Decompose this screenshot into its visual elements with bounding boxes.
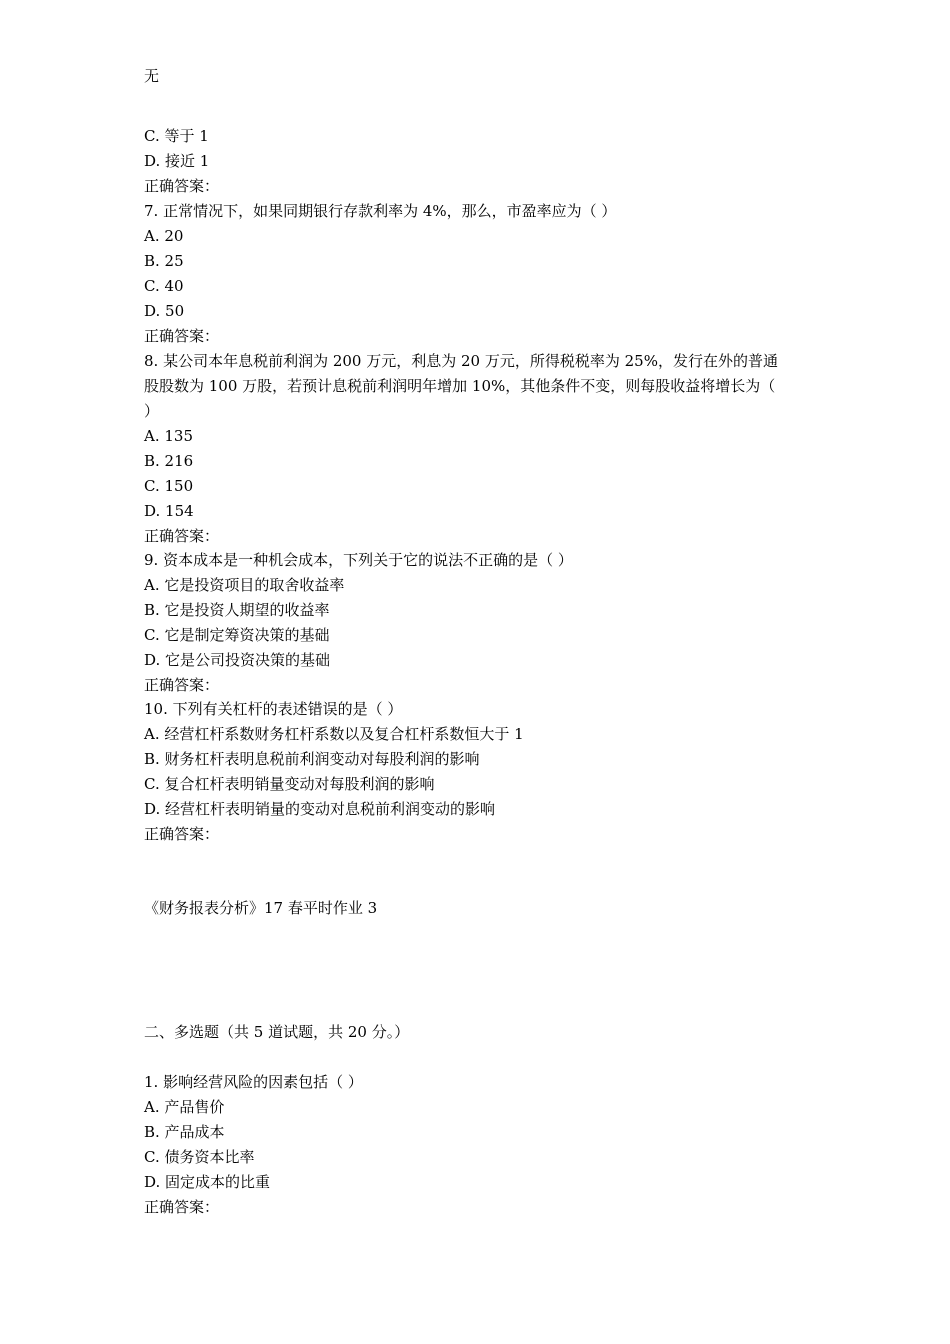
- q7-option-c: C. 40: [144, 277, 184, 295]
- q6-answer-label: 正确答案：: [144, 177, 220, 195]
- q9-option-d: D. 它是公司投资决策的基础: [144, 651, 331, 669]
- q8-question-line2: 股股数为 100 万股，若预计息税前利润明年增加 10%，其他条件不变，则每股收益将增长为（: [144, 377, 776, 395]
- q10-option-c: C. 复合杠杆表明销量变动对每股利润的影响: [144, 775, 435, 793]
- section-header-multiple-choice: 二、多选题（共 5 道试题，共 20 分。）: [144, 1023, 410, 1041]
- q7-option-b: B. 25: [144, 252, 184, 270]
- m1-option-d: D. 固定成本的比重: [144, 1173, 271, 1191]
- m1-question: 1. 影响经营风险的因素包括（ ）: [144, 1073, 363, 1091]
- q9-option-a: A. 它是投资项目的取舍收益率: [144, 576, 345, 594]
- q8-option-c: C. 150: [144, 477, 194, 495]
- q9-option-b: B. 它是投资人期望的收益率: [144, 601, 330, 619]
- q7-option-d: D. 50: [144, 302, 185, 320]
- q7-question: 7. 正常情况下，如果同期银行存款利率为 4%，那么，市盈率应为（ ）: [144, 202, 617, 220]
- q6-option-d: D. 接近 1: [144, 152, 210, 170]
- q6-option-c: C. 等于 1: [144, 127, 209, 145]
- q8-option-d: D. 154: [144, 502, 194, 520]
- top-line: 无: [144, 67, 160, 85]
- q8-option-b: B. 216: [144, 452, 194, 470]
- q9-answer-label: 正确答案：: [144, 676, 220, 694]
- q10-option-d: D. 经营杠杆表明销量的变动对息税前利润变动的影响: [144, 800, 496, 818]
- q8-question-line1: 8. 某公司本年息税前利润为 200 万元，利息为 20 万元，所得税税率为 25%，发行在外的普通: [144, 352, 778, 370]
- q8-answer-label: 正确答案：: [144, 527, 220, 545]
- q9-option-c: C. 它是制定筹资决策的基础: [144, 626, 330, 644]
- q9-question: 9. 资本成本是一种机会成本，下列关于它的说法不正确的是（ ）: [144, 551, 573, 569]
- m1-answer-label: 正确答案：: [144, 1198, 220, 1216]
- q8-option-a: A. 135: [144, 427, 193, 445]
- document-title: 《财务报表分析》17 春平时作业 3: [144, 899, 378, 917]
- q10-answer-label: 正确答案：: [144, 825, 220, 843]
- q7-answer-label: 正确答案：: [144, 327, 220, 345]
- q7-option-a: A. 20: [144, 227, 184, 245]
- q10-option-a: A. 经营杠杆系数财务杠杆系数以及复合杠杆系数恒大于 1: [144, 725, 524, 743]
- m1-option-c: C. 债务资本比率: [144, 1148, 255, 1166]
- m1-option-a: A. 产品售价: [144, 1098, 225, 1116]
- m1-option-b: B. 产品成本: [144, 1123, 225, 1141]
- q10-option-b: B. 财务杠杆表明息税前利润变动对每股利润的影响: [144, 750, 480, 768]
- q10-question: 10. 下列有关杠杆的表述错误的是（ ）: [144, 700, 403, 718]
- q8-question-line3: ）: [144, 402, 160, 420]
